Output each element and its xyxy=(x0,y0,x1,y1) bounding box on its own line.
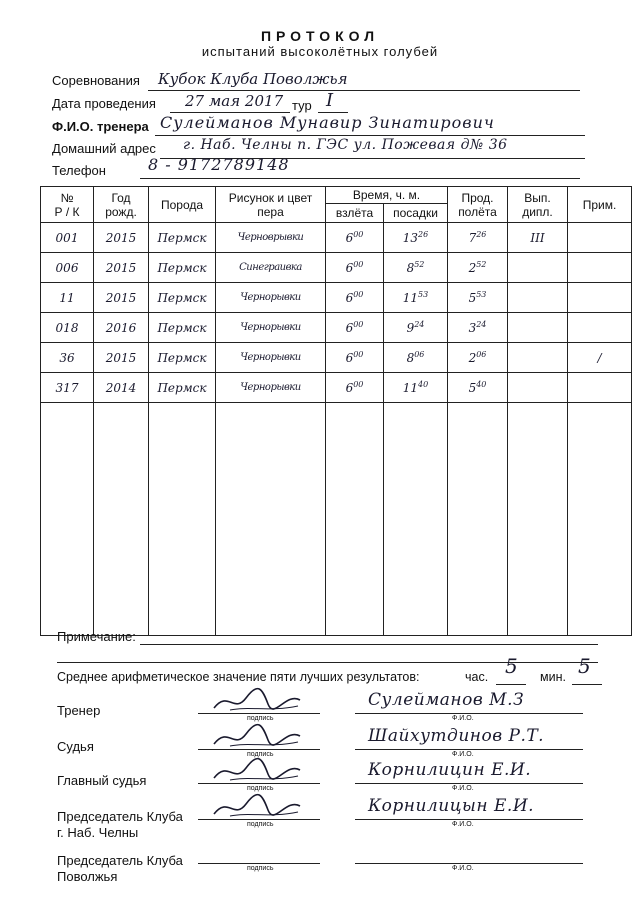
cell-diploma xyxy=(508,253,568,283)
signature-caption: подпись xyxy=(247,715,274,722)
date-value: 27 мая 2017 xyxy=(185,92,284,110)
signature-caption: подпись xyxy=(247,821,274,828)
cell-landing: $13^{26}$ xyxy=(384,223,448,253)
col-takeoff-header: взлёта xyxy=(326,204,384,223)
signer-name: Сулейманов М.З xyxy=(368,690,525,710)
table-row xyxy=(41,283,632,313)
signature-caption: подпись xyxy=(247,785,274,792)
cell-takeoff: $6^{00}$ xyxy=(326,223,384,253)
cell-year: 2015 xyxy=(94,223,149,253)
cell-takeoff: $6^{00}$ xyxy=(326,313,384,343)
cell-color: Чернорывки xyxy=(216,343,326,373)
fio-caption: Ф.И.О. xyxy=(452,821,474,828)
hours-line xyxy=(496,684,526,685)
handwritten-signature xyxy=(210,722,310,752)
cell-note xyxy=(568,373,632,403)
table-row xyxy=(41,343,632,373)
handwritten-signature xyxy=(210,756,310,786)
cell-breed: Пермск xyxy=(149,223,216,253)
signer-name: Корнилицин Е.И. xyxy=(368,760,532,780)
cell-diploma: III xyxy=(508,223,568,253)
competition-label: Соревнования xyxy=(52,73,140,88)
phone-value: 8 - 9172789148 xyxy=(148,155,290,174)
table-row xyxy=(41,373,632,403)
signature-role: Судья xyxy=(57,739,94,754)
signature-caption: подпись xyxy=(247,865,274,872)
cell-landing: $11^{53}$ xyxy=(384,283,448,313)
cell-landing: $8^{52}$ xyxy=(384,253,448,283)
handwritten-signature xyxy=(210,686,310,716)
signer-name: Шайхутдинов Р.Т. xyxy=(368,726,545,746)
cell-diploma xyxy=(508,373,568,403)
cell-diploma xyxy=(508,283,568,313)
cell-year: 2016 xyxy=(94,313,149,343)
date-label: Дата проведения xyxy=(52,96,156,111)
trainer-line xyxy=(155,135,585,136)
cell-num: 018 xyxy=(41,313,94,343)
cell-num: 36 xyxy=(41,343,94,373)
table-row xyxy=(41,313,632,343)
document-subtitle: испытаний высоколётных голубей xyxy=(201,44,439,59)
name-line xyxy=(355,819,583,820)
fio-caption: Ф.И.О. xyxy=(452,865,474,872)
cell-num: 001 xyxy=(41,223,94,253)
trainer-label: Ф.И.О. тренера xyxy=(52,119,149,134)
competition-value: Кубок Клуба Поволжья xyxy=(158,70,348,88)
signature-role: Тренер xyxy=(57,703,101,718)
cell-note xyxy=(568,313,632,343)
note-line-1 xyxy=(140,644,598,645)
minutes-value: 5 xyxy=(578,654,591,678)
address-label: Домашний адрес xyxy=(52,141,156,156)
col-landing-header: посадки xyxy=(384,204,448,223)
cell-landing: $11^{40}$ xyxy=(384,373,448,403)
cell-duration: $3^{24}$ xyxy=(448,313,508,343)
cell-note xyxy=(568,253,632,283)
minutes-line xyxy=(572,684,602,685)
cell-breed: Пермск xyxy=(149,343,216,373)
cell-takeoff: $6^{00}$ xyxy=(326,283,384,313)
cell-note: / xyxy=(568,343,632,373)
signer-name: Корнилицын Е.И. xyxy=(368,796,535,816)
signature-role: Главный судья xyxy=(57,773,147,788)
trainer-value: Сулейманов Мунавир Зинатирович xyxy=(160,113,495,132)
cell-takeoff: $6^{00}$ xyxy=(326,253,384,283)
cell-duration: $5^{53}$ xyxy=(448,283,508,313)
col-time-header: Время, ч. м. xyxy=(326,187,448,204)
signature-role: Председатель Клуба xyxy=(57,809,183,824)
name-line xyxy=(355,713,583,714)
cell-note xyxy=(568,223,632,253)
phone-line xyxy=(140,178,580,179)
table-row xyxy=(41,253,632,283)
col-breed-header: Порода xyxy=(149,187,216,223)
cell-color: Синеграивка xyxy=(216,253,326,283)
cell-year: 2015 xyxy=(94,253,149,283)
cell-landing: $9^{24}$ xyxy=(384,313,448,343)
phone-label: Телефон xyxy=(52,163,106,178)
cell-diploma xyxy=(508,343,568,373)
table-row xyxy=(41,223,632,253)
round-value: I xyxy=(326,90,334,111)
cell-duration: $2^{52}$ xyxy=(448,253,508,283)
average-label: Среднее арифметическое значение пяти лучших результатов: xyxy=(57,670,420,684)
col-duration-header: Прод. полёта xyxy=(448,187,508,223)
hours-label: час. xyxy=(465,670,489,684)
cell-color: Чернорывки xyxy=(216,373,326,403)
fio-caption: Ф.И.О. xyxy=(452,751,474,758)
cell-year: 2015 xyxy=(94,283,149,313)
table-header-row xyxy=(41,187,632,204)
cell-takeoff: $6^{00}$ xyxy=(326,373,384,403)
cell-duration: $2^{06}$ xyxy=(448,343,508,373)
minutes-label: мин. xyxy=(540,670,566,684)
cell-note xyxy=(568,283,632,313)
signature-role-sub: г. Наб. Челны xyxy=(57,825,139,840)
cell-color: Черноврывки xyxy=(216,223,326,253)
cell-breed: Пермск xyxy=(149,373,216,403)
fio-caption: Ф.И.О. xyxy=(452,785,474,792)
cell-color: Чернорывки xyxy=(216,313,326,343)
col-note-header: Прим. xyxy=(568,187,632,223)
col-year-header: Год рожд. xyxy=(94,187,149,223)
competition-line xyxy=(148,90,580,91)
cell-num: 11 xyxy=(41,283,94,313)
signature-role: Председатель Клуба xyxy=(57,853,183,868)
hours-value: 5 xyxy=(505,654,518,678)
cell-duration: $7^{26}$ xyxy=(448,223,508,253)
results-table xyxy=(40,186,632,636)
note-label: Примечание: xyxy=(57,629,136,644)
cell-num: 317 xyxy=(41,373,94,403)
cell-breed: Пермск xyxy=(149,283,216,313)
table-empty-area xyxy=(41,403,632,636)
name-line xyxy=(355,783,583,784)
cell-breed: Пермск xyxy=(149,313,216,343)
cell-year: 2014 xyxy=(94,373,149,403)
signature-line xyxy=(198,863,320,864)
cell-duration: $5^{40}$ xyxy=(448,373,508,403)
cell-takeoff: $6^{00}$ xyxy=(326,343,384,373)
cell-landing: $8^{06}$ xyxy=(384,343,448,373)
address-value: г. Наб. Челны п. ГЭС ул. Пожевая д№ 36 xyxy=(183,137,508,153)
cell-year: 2015 xyxy=(94,343,149,373)
col-color-header: Рисунок и цвет пера xyxy=(216,187,326,223)
name-line xyxy=(355,863,583,864)
signature-role-sub: Поволжья xyxy=(57,869,118,884)
name-line xyxy=(355,749,583,750)
signature-caption: подпись xyxy=(247,751,274,758)
document-title: ПРОТОКОЛ xyxy=(260,28,380,44)
handwritten-signature xyxy=(210,792,310,822)
cell-breed: Пермск xyxy=(149,253,216,283)
col-num-header: № Р / К xyxy=(41,187,94,223)
round-label: тур xyxy=(292,98,312,113)
cell-diploma xyxy=(508,313,568,343)
cell-color: Чернорывки xyxy=(216,283,326,313)
cell-num: 006 xyxy=(41,253,94,283)
fio-caption: Ф.И.О. xyxy=(452,715,474,722)
col-diploma-header: Вып. дипл. xyxy=(508,187,568,223)
